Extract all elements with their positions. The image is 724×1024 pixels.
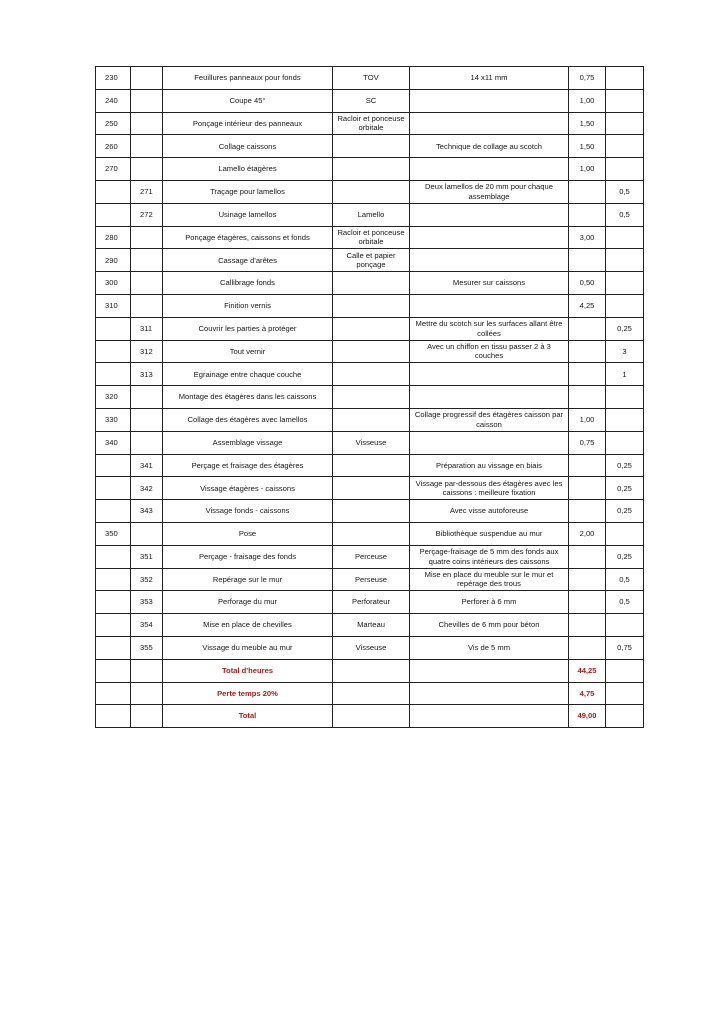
cell-subhours bbox=[606, 158, 644, 181]
cell-sub: 272 bbox=[131, 203, 163, 226]
table-row bbox=[96, 158, 644, 181]
cell-subhours: 0,25 bbox=[606, 545, 644, 568]
table-row bbox=[96, 340, 644, 363]
cell-subhours bbox=[606, 67, 644, 90]
cell-remark bbox=[410, 158, 569, 181]
cell-code: 300 bbox=[96, 272, 131, 295]
cell-operation: Perçage - fraisage des fonds bbox=[163, 545, 333, 568]
cell-remark: Vis de 5 mm bbox=[410, 636, 569, 659]
empty-cell bbox=[96, 682, 131, 705]
cell-hours: 3,00 bbox=[569, 226, 606, 249]
cell-operation: Usinage lamellos bbox=[163, 203, 333, 226]
cell-remark: Mettre du scotch sur les surfaces allant être collées bbox=[410, 317, 569, 340]
cell-remark: Préparation au vissage en biais bbox=[410, 454, 569, 477]
cell-hours bbox=[569, 636, 606, 659]
cell-subhours bbox=[606, 272, 644, 295]
table-row bbox=[96, 363, 644, 386]
table-row bbox=[96, 249, 644, 272]
cell-hours: 2,00 bbox=[569, 522, 606, 545]
total-value: 4,75 bbox=[569, 682, 606, 705]
total-row bbox=[96, 705, 644, 728]
cell-remark bbox=[410, 386, 569, 409]
total-label: Perte temps 20% bbox=[163, 682, 333, 705]
cell-remark bbox=[410, 112, 569, 135]
cell-subhours: 0,25 bbox=[606, 500, 644, 523]
total-value: 49,00 bbox=[569, 705, 606, 728]
cell-subhours bbox=[606, 89, 644, 112]
cell-hours bbox=[569, 500, 606, 523]
cell-operation: Feuillures panneaux pour fonds bbox=[163, 67, 333, 90]
cell-code: 320 bbox=[96, 386, 131, 409]
cell-remark: Chevilles de 6 mm pour béton bbox=[410, 614, 569, 637]
table-row bbox=[96, 203, 644, 226]
empty-cell bbox=[333, 705, 410, 728]
total-label: Total d'heures bbox=[163, 659, 333, 682]
cell-sub bbox=[131, 249, 163, 272]
cell-tool: Perforateur bbox=[333, 591, 410, 614]
cell-operation: Tout vernir bbox=[163, 340, 333, 363]
cell-subhours: 3 bbox=[606, 340, 644, 363]
cell-operation: Repérage sur le mur bbox=[163, 568, 333, 591]
cell-code: 250 bbox=[96, 112, 131, 135]
cell-tool: Visseuse bbox=[333, 431, 410, 454]
cell-operation: Vissage fonds - caissons bbox=[163, 500, 333, 523]
table-row bbox=[96, 112, 644, 135]
cell-sub: 311 bbox=[131, 317, 163, 340]
cell-subhours: 0,75 bbox=[606, 636, 644, 659]
cell-sub bbox=[131, 112, 163, 135]
cell-tool bbox=[333, 340, 410, 363]
cell-sub: 312 bbox=[131, 340, 163, 363]
cell-operation: Finition vernis bbox=[163, 294, 333, 317]
cell-operation: Collage des étagères avec lamellos bbox=[163, 408, 333, 431]
empty-cell bbox=[333, 659, 410, 682]
cell-sub: 352 bbox=[131, 568, 163, 591]
cell-subhours: 0,5 bbox=[606, 591, 644, 614]
table-row bbox=[96, 431, 644, 454]
cell-code bbox=[96, 636, 131, 659]
cell-subhours bbox=[606, 135, 644, 158]
cell-code: 230 bbox=[96, 67, 131, 90]
cell-code bbox=[96, 203, 131, 226]
cell-remark bbox=[410, 294, 569, 317]
cell-subhours bbox=[606, 408, 644, 431]
total-label: Total bbox=[163, 705, 333, 728]
empty-cell bbox=[131, 705, 163, 728]
cell-tool bbox=[333, 477, 410, 500]
cell-subhours bbox=[606, 112, 644, 135]
cell-remark: Perforer à 6 mm bbox=[410, 591, 569, 614]
cell-tool: Racloir et ponceuse orbitale bbox=[333, 112, 410, 135]
cell-sub: 355 bbox=[131, 636, 163, 659]
cell-hours: 1,50 bbox=[569, 135, 606, 158]
cell-operation: Mise en place de chevilles bbox=[163, 614, 333, 637]
cell-sub: 343 bbox=[131, 500, 163, 523]
cell-code: 330 bbox=[96, 408, 131, 431]
cell-tool bbox=[333, 522, 410, 545]
cell-operation: Couvrir les parties à protéger bbox=[163, 317, 333, 340]
cell-tool bbox=[333, 408, 410, 431]
cell-sub bbox=[131, 67, 163, 90]
cell-operation: Perforage du mur bbox=[163, 591, 333, 614]
cell-tool bbox=[333, 386, 410, 409]
empty-cell bbox=[96, 659, 131, 682]
cell-hours bbox=[569, 545, 606, 568]
cell-operation: Egrainage entre chaque couche bbox=[163, 363, 333, 386]
cell-subhours: 0,5 bbox=[606, 568, 644, 591]
cell-tool: Calle et papier ponçage bbox=[333, 249, 410, 272]
table-row bbox=[96, 614, 644, 637]
cell-operation: Coupe 45° bbox=[163, 89, 333, 112]
cell-tool bbox=[333, 500, 410, 523]
cell-code: 350 bbox=[96, 522, 131, 545]
cell-hours: 1,00 bbox=[569, 158, 606, 181]
cell-code: 280 bbox=[96, 226, 131, 249]
cell-hours bbox=[569, 614, 606, 637]
cell-subhours: 0,25 bbox=[606, 454, 644, 477]
cell-hours: 0,50 bbox=[569, 272, 606, 295]
cell-operation: Callibrage fonds bbox=[163, 272, 333, 295]
cell-sub bbox=[131, 522, 163, 545]
cell-hours bbox=[569, 340, 606, 363]
table-row bbox=[96, 636, 644, 659]
table-row bbox=[96, 454, 644, 477]
cell-remark bbox=[410, 249, 569, 272]
operations-table bbox=[95, 66, 644, 728]
table-row bbox=[96, 591, 644, 614]
cell-hours bbox=[569, 249, 606, 272]
cell-code bbox=[96, 500, 131, 523]
empty-cell bbox=[606, 705, 644, 728]
cell-code bbox=[96, 180, 131, 203]
cell-code bbox=[96, 477, 131, 500]
cell-remark: Mise en place du meuble sur le mur et repérage des trous bbox=[410, 568, 569, 591]
total-value: 44,25 bbox=[569, 659, 606, 682]
cell-remark bbox=[410, 363, 569, 386]
cell-code bbox=[96, 591, 131, 614]
cell-code: 240 bbox=[96, 89, 131, 112]
cell-sub bbox=[131, 226, 163, 249]
cell-subhours bbox=[606, 294, 644, 317]
table-row bbox=[96, 180, 644, 203]
cell-code bbox=[96, 454, 131, 477]
cell-tool: Perceuse bbox=[333, 545, 410, 568]
cell-operation: Lamello étagères bbox=[163, 158, 333, 181]
cell-subhours: 0,25 bbox=[606, 477, 644, 500]
cell-remark bbox=[410, 89, 569, 112]
cell-tool: Perseuse bbox=[333, 568, 410, 591]
cell-tool bbox=[333, 272, 410, 295]
cell-hours bbox=[569, 454, 606, 477]
cell-tool bbox=[333, 180, 410, 203]
cell-operation: Traçage pour lamellos bbox=[163, 180, 333, 203]
cell-hours: 0,75 bbox=[569, 431, 606, 454]
cell-subhours: 1 bbox=[606, 363, 644, 386]
cell-hours: 4,25 bbox=[569, 294, 606, 317]
cell-operation: Ponçage intérieur des panneaux bbox=[163, 112, 333, 135]
cell-sub: 313 bbox=[131, 363, 163, 386]
cell-code bbox=[96, 568, 131, 591]
cell-tool: SC bbox=[333, 89, 410, 112]
empty-cell bbox=[410, 659, 569, 682]
cell-tool: TOV bbox=[333, 67, 410, 90]
cell-sub bbox=[131, 386, 163, 409]
cell-sub bbox=[131, 89, 163, 112]
cell-code bbox=[96, 545, 131, 568]
cell-sub: 354 bbox=[131, 614, 163, 637]
cell-hours: 1,50 bbox=[569, 112, 606, 135]
cell-operation: Collage caissons bbox=[163, 135, 333, 158]
cell-remark: Bibliothèque suspendue au mur bbox=[410, 522, 569, 545]
cell-subhours: 0,5 bbox=[606, 180, 644, 203]
cell-operation: Vissage du meuble au mur bbox=[163, 636, 333, 659]
empty-cell bbox=[131, 659, 163, 682]
table-row bbox=[96, 294, 644, 317]
cell-tool: Marteau bbox=[333, 614, 410, 637]
cell-sub bbox=[131, 158, 163, 181]
cell-hours bbox=[569, 386, 606, 409]
cell-remark: Mesurer sur caissons bbox=[410, 272, 569, 295]
cell-tool: Racloir et ponceuse orbitale bbox=[333, 226, 410, 249]
cell-sub bbox=[131, 408, 163, 431]
cell-tool: Visseuse bbox=[333, 636, 410, 659]
cell-subhours bbox=[606, 386, 644, 409]
cell-tool bbox=[333, 363, 410, 386]
cell-sub bbox=[131, 135, 163, 158]
cell-subhours bbox=[606, 431, 644, 454]
table-row bbox=[96, 568, 644, 591]
cell-remark: Avec visse autoforeuse bbox=[410, 500, 569, 523]
cell-tool bbox=[333, 135, 410, 158]
empty-cell bbox=[606, 659, 644, 682]
cell-remark: Collage progressif des étagères caisson par caisson bbox=[410, 408, 569, 431]
cell-tool: Lamello bbox=[333, 203, 410, 226]
cell-remark: Vissage par-dessous des étagères avec les caissons : meilleure fixation bbox=[410, 477, 569, 500]
total-row bbox=[96, 659, 644, 682]
cell-subhours bbox=[606, 522, 644, 545]
cell-hours: 1,00 bbox=[569, 89, 606, 112]
cell-hours bbox=[569, 203, 606, 226]
cell-remark bbox=[410, 226, 569, 249]
cell-code bbox=[96, 317, 131, 340]
cell-sub: 342 bbox=[131, 477, 163, 500]
cell-hours bbox=[569, 477, 606, 500]
cell-sub: 351 bbox=[131, 545, 163, 568]
cell-sub: 341 bbox=[131, 454, 163, 477]
cell-sub: 271 bbox=[131, 180, 163, 203]
cell-hours: 0,75 bbox=[569, 67, 606, 90]
empty-cell bbox=[410, 682, 569, 705]
table-row bbox=[96, 545, 644, 568]
cell-code: 260 bbox=[96, 135, 131, 158]
cell-tool bbox=[333, 158, 410, 181]
cell-sub bbox=[131, 294, 163, 317]
cell-remark: Avec un chiffon en tissu passer 2 à 3 couches bbox=[410, 340, 569, 363]
empty-cell bbox=[333, 682, 410, 705]
cell-operation: Cassage d'arêtes bbox=[163, 249, 333, 272]
empty-cell bbox=[606, 682, 644, 705]
cell-subhours bbox=[606, 614, 644, 637]
empty-cell bbox=[96, 705, 131, 728]
cell-remark bbox=[410, 203, 569, 226]
cell-code: 290 bbox=[96, 249, 131, 272]
table-row bbox=[96, 272, 644, 295]
total-row bbox=[96, 682, 644, 705]
cell-code: 310 bbox=[96, 294, 131, 317]
cell-hours bbox=[569, 180, 606, 203]
cell-code: 340 bbox=[96, 431, 131, 454]
cell-remark: Deux lamellos de 20 mm pour chaque assemblage bbox=[410, 180, 569, 203]
cell-hours bbox=[569, 591, 606, 614]
cell-subhours bbox=[606, 226, 644, 249]
cell-operation: Montage des étagères dans les caissons bbox=[163, 386, 333, 409]
cell-operation: Ponçage étagères, caissons et fonds bbox=[163, 226, 333, 249]
cell-code bbox=[96, 363, 131, 386]
cell-tool bbox=[333, 454, 410, 477]
cell-remark: 14 x11 mm bbox=[410, 67, 569, 90]
cell-subhours: 0,25 bbox=[606, 317, 644, 340]
cell-sub bbox=[131, 431, 163, 454]
table-row bbox=[96, 386, 644, 409]
cell-operation: Pose bbox=[163, 522, 333, 545]
table-row bbox=[96, 67, 644, 90]
table-row bbox=[96, 226, 644, 249]
cell-subhours bbox=[606, 249, 644, 272]
cell-hours bbox=[569, 363, 606, 386]
table-row bbox=[96, 500, 644, 523]
cell-hours: 1,00 bbox=[569, 408, 606, 431]
cell-operation: Perçage et fraisage des étagères bbox=[163, 454, 333, 477]
cell-remark: Perçage-fraisage de 5 mm des fonds aux quatre coins intérieurs des caissons bbox=[410, 545, 569, 568]
cell-subhours: 0,5 bbox=[606, 203, 644, 226]
empty-cell bbox=[410, 705, 569, 728]
table-row bbox=[96, 317, 644, 340]
cell-tool bbox=[333, 294, 410, 317]
table-row bbox=[96, 408, 644, 431]
cell-code: 270 bbox=[96, 158, 131, 181]
table-row bbox=[96, 135, 644, 158]
cell-remark: Technique de collage au scotch bbox=[410, 135, 569, 158]
cell-operation: Vissage étagères - caissons bbox=[163, 477, 333, 500]
cell-code bbox=[96, 340, 131, 363]
cell-remark bbox=[410, 431, 569, 454]
cell-tool bbox=[333, 317, 410, 340]
cell-hours bbox=[569, 317, 606, 340]
empty-cell bbox=[131, 682, 163, 705]
cell-operation: Assemblage vissage bbox=[163, 431, 333, 454]
table-row bbox=[96, 522, 644, 545]
table-row bbox=[96, 477, 644, 500]
cell-sub: 353 bbox=[131, 591, 163, 614]
cell-sub bbox=[131, 272, 163, 295]
table-row bbox=[96, 89, 644, 112]
cell-hours bbox=[569, 568, 606, 591]
operations-table-body bbox=[96, 67, 644, 728]
cell-code bbox=[96, 614, 131, 637]
